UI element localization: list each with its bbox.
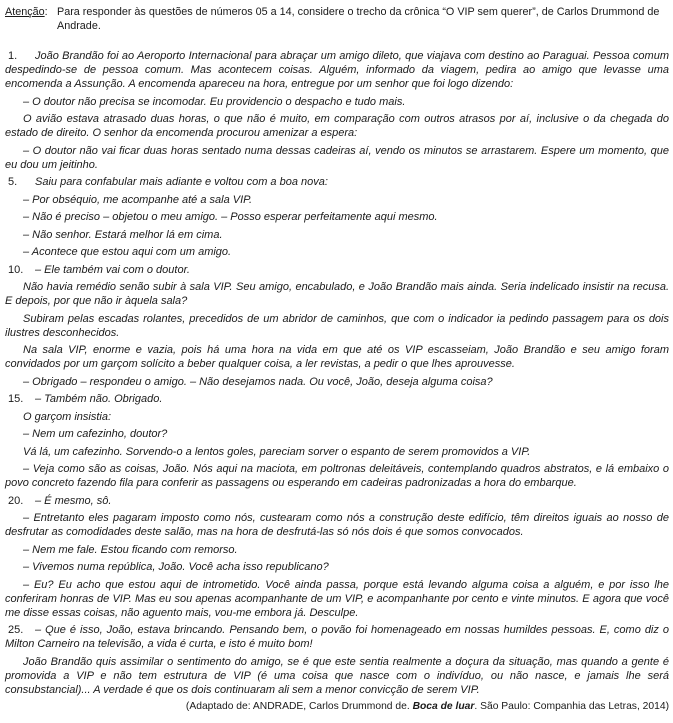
paragraph-number: 15. bbox=[8, 393, 24, 405]
text-paragraph bbox=[5, 343, 669, 371]
text-paragraph bbox=[5, 392, 669, 406]
attention-label bbox=[5, 5, 57, 19]
text-paragraph bbox=[5, 280, 669, 308]
paragraph-number: 1. bbox=[8, 50, 18, 62]
text-paragraph bbox=[5, 245, 669, 259]
text-paragraph bbox=[5, 95, 669, 109]
paragraph-text: – Obrigado – respondeu o amigo. – Não desejamos nada. Ou você, João, deseja alguma coisa? bbox=[23, 375, 493, 388]
paragraph-text: – O doutor não vai ficar duas horas sentado numa dessas cadeiras aí, vendo os minutos se arrastarem. Espere um momento, que eu dou um jeitinho. bbox=[5, 144, 669, 171]
paragraph-text: – Eu? Eu acho que estou aqui de intrometido. Você ainda passa, porque está levando alguma coisa a alguém, e por isso lhe conferiram honras de VIP. Mas eu sou apenas acompanhante de um VIP, e acompanhante por cento e vinte minutos. E agora que você me disse essas coisas, não aguento mais, vou-me embora já. Desculpe. bbox=[5, 578, 669, 619]
text-paragraph bbox=[5, 49, 669, 91]
paragraph-text: – Ele também vai com o doutor. bbox=[35, 263, 190, 276]
text-paragraph bbox=[5, 655, 669, 697]
paragraph-text: João Brandão foi ao Aeroporto Internacional para abraçar um amigo dileto, que viajava com destino ao Paraguai. Pessoa comum despedindo-se de pessoa comum. Mas acontecem coisas. Alguém, informado da viagem, pedira ao amigo que levasse uma encomenda a Assunção. A encomenda apareceu na hora, entregue por um senhor que foi logo dizendo: bbox=[5, 50, 669, 90]
paragraph-text: O avião estava atrasado duas horas, o que não é muito, em comparação com outros atrasos por aí, inclusive o da chegada do estado de direito. O senhor da encomenda procurou amenizar a espera: bbox=[5, 113, 669, 139]
text-paragraph bbox=[5, 511, 669, 539]
cronica-text-block bbox=[5, 49, 669, 697]
text-paragraph bbox=[5, 112, 669, 140]
paragraph-text: – O doutor não precisa se incomodar. Eu providencio o despacho e tudo mais. bbox=[23, 95, 406, 108]
text-paragraph bbox=[5, 445, 669, 459]
paragraph-text: – Acontece que estou aqui com um amigo. bbox=[23, 246, 232, 258]
paragraph-text: Subiram pelas escadas rolantes, precedidos de um abridor de caminhos, que com o indicador ia pedindo passagem para os dois ilustres desconhecidos. bbox=[5, 312, 669, 339]
text-paragraph bbox=[5, 494, 669, 508]
paragraph-text: – Nem me fale. Estou ficando com remorso. bbox=[23, 543, 238, 556]
paragraph-text: – Não senhor. Estará melhor lá em cima. bbox=[23, 228, 223, 241]
text-paragraph bbox=[5, 427, 669, 441]
text-paragraph bbox=[5, 228, 669, 242]
paragraph-text: Na sala VIP, enorme e vazia, pois há uma hora na vida em que até os VIP escasseiam, João Brandão e seu amigo foram convidados por um garçom solícito a beber qualquer coisa, a ler revistas, a pedir o que lhes aprouvesse. bbox=[5, 344, 669, 370]
paragraph-text: – Por obséquio, me acompanhe até a sala VIP. bbox=[23, 193, 253, 206]
text-paragraph bbox=[5, 543, 669, 557]
text-paragraph bbox=[5, 312, 669, 340]
text-paragraph bbox=[5, 210, 669, 224]
paragraph-text: O garçom insistia: bbox=[23, 410, 112, 423]
attention-label-colon: : bbox=[44, 6, 48, 18]
attention-header bbox=[5, 5, 669, 33]
text-paragraph bbox=[5, 578, 669, 620]
paragraph-text: Não havia remédio senão subir à sala VIP. Seu amigo, encabulado, e João Brandão mais ainda. Seria indelicado insistir na recusa. E depois, por que não ir àquela sala? bbox=[5, 281, 669, 307]
paragraph-text: Saiu para confabular mais adiante e voltou com a boa nova: bbox=[35, 176, 328, 188]
text-paragraph bbox=[5, 560, 669, 574]
attention-label-word: Atenção bbox=[5, 6, 45, 18]
text-paragraph bbox=[5, 193, 669, 207]
paragraph-number: 5. bbox=[8, 176, 18, 188]
paragraph-text: – Entretanto eles pagaram imposto como nós, custearam como nós a construção deste edifício, têm direitos iguais ao nosso de desfrutar as comodidades deste salão, mas na hora de desfrutá-las só nós dois é que somos convocados. bbox=[5, 512, 669, 538]
paragraph-text: – Veja como são as coisas, João. Nós aqui na maciota, em poltronas deleitáveis, contemplando quadros abstratos, e lá embaixo o povo concreto fazendo fila para conferir as passagens ou esperando em cadeiras padronizadas a hora do embarque. bbox=[5, 463, 669, 489]
paragraph-text: – Vivemos numa república, João. Você acha isso republicano? bbox=[23, 561, 329, 573]
text-paragraph bbox=[5, 462, 669, 490]
text-paragraph bbox=[5, 175, 669, 189]
text-paragraph bbox=[5, 375, 669, 389]
paragraph-text: – Também não. Obrigado. bbox=[35, 393, 163, 405]
attribution-prefix: (Adaptado de: ANDRADE, Carlos Drummond de. bbox=[185, 701, 413, 712]
book-title: Boca de luar bbox=[412, 701, 475, 712]
text-paragraph bbox=[5, 263, 669, 277]
attention-instructions: Para responder às questões de números 05 a 14, considere o trecho da crônica “O VIP sem querer”, de Carlos Drummond de Andrade. bbox=[57, 6, 660, 32]
text-paragraph bbox=[5, 410, 669, 424]
paragraph-text: – Não é preciso – objetou o meu amigo. – Posso esperar perfeitamente aqui mesmo. bbox=[23, 211, 438, 223]
paragraph-number: 20. bbox=[8, 494, 24, 507]
attribution-suffix: . São Paulo: Companhia das Letras, 2014) bbox=[474, 701, 669, 712]
paragraph-number: 25. bbox=[8, 624, 24, 636]
paragraph-text: – Nem um cafezinho, doutor? bbox=[23, 428, 168, 440]
paragraph-text: João Brandão quis assimilar o sentimento do amigo, se é que este sentia realmente a doçura da situação, mas quando a gente é promovida a VIP e não tem estrutura de VIP (é uma coisa que nasce com o indivíduo, ou não nasce, e jamais lhe será consubstancial)... A verdade é que os dois continuaram ali sem a menor convicção de serem VIP. bbox=[5, 655, 669, 696]
paragraph-number: 10. bbox=[8, 263, 24, 276]
source-attribution bbox=[5, 700, 669, 714]
text-paragraph bbox=[5, 623, 669, 651]
paragraph-text: – Que é isso, João, estava brincando. Pensando bem, o povão foi homenageado em nossas humildes pessoas. E, como diz o Milton Carneiro na televisão, a vida é curta, e isto é muito bom! bbox=[5, 624, 669, 650]
paragraph-text: Vá lá, um cafezinho. Sorvendo-o a lentos goles, pareciam sorver o espanto de serem promovidos a VIP. bbox=[23, 445, 531, 458]
text-paragraph bbox=[5, 144, 669, 172]
paragraph-text: – É mesmo, sô. bbox=[35, 494, 112, 507]
